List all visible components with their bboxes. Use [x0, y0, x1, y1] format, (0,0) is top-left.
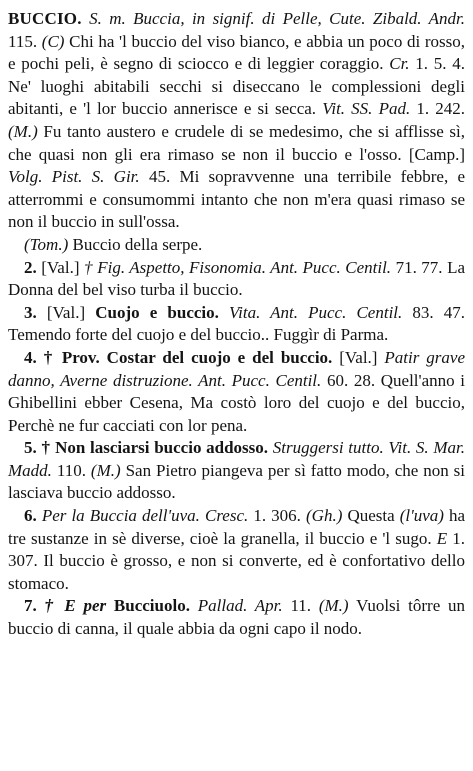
gloss: Vita. Ant. Pucc. Centil.: [229, 302, 403, 322]
sense-7: [8, 595, 465, 640]
source-num: 83. 47.: [412, 302, 466, 322]
sense-number: 5.: [24, 438, 37, 458]
quote-text: Vuolsi tôrre un buccio di canna, il quale abbia da ogni capo il nodo.: [8, 596, 466, 639]
phrase: Cuojo e buccio.: [95, 302, 219, 322]
source-num: 1. 307.: [8, 528, 466, 571]
gloss: Struggersi tutto. Vit. S. Mar. Madd.: [8, 438, 465, 480]
sense-3: [8, 302, 465, 347]
source-tag: (M.): [318, 596, 349, 616]
sense-number: 4.: [24, 347, 37, 367]
quote-text: Questa: [347, 506, 395, 526]
quote-text: Buccio della serpe.: [72, 234, 203, 254]
source-tag: [Val.]: [339, 347, 378, 367]
quote-text: San Pietro piangeva per sì fatto modo, che non si lasciava buccio addosso.: [8, 460, 466, 503]
gloss: Buccia, in signif. di Pelle, Cute.: [133, 9, 366, 28]
source-num: 45.: [148, 167, 171, 187]
source-ref: Zibald. Andr.: [372, 9, 466, 28]
source-ref: Vit. SS. Pad.: [322, 99, 411, 119]
quote-text: Chi ha 'l buccio del viso bianco, e abbia un poco di rosso, e pochi peli, è segno di sciocco e di leggier coraggio.: [8, 31, 466, 74]
grammar-label: S. m.: [89, 9, 126, 28]
source-num: 1. 5. 4.: [415, 54, 466, 74]
source-tag: (M.): [90, 460, 121, 480]
quote-text: La Donna del bel viso turba il buccio.: [8, 257, 465, 300]
quote-text: Quell'anno i Ghibellini ebber Cesena, Ma costò loro del cuojo e del buccio, Perchè ne fur cacciati con lor pena.: [8, 370, 465, 435]
source-ref: Volg. Pist. S. Gir.: [8, 167, 140, 187]
phrase: † Non lasciarsi buccio addosso.: [41, 438, 269, 458]
inline-note: (l'uva): [399, 506, 444, 526]
sense-number: 2.: [24, 257, 37, 277]
source-num: 60. 28.: [326, 370, 376, 390]
gloss: Patir grave danno, Averne distruzione. Ant. Pucc. Centil.: [8, 347, 465, 390]
source-num: 71. 77.: [395, 257, 443, 277]
headword: BUCCIO.: [8, 9, 82, 28]
source-num: 1. 242.: [416, 99, 466, 119]
entry-buccio: [8, 8, 465, 234]
gloss: Pallad. Apr.: [197, 596, 283, 616]
quote-text: Ne' luoghi abitabili secchi si diseccano le complessioni degli abitanti, e 'l lor buccio annerisce e si secca.: [8, 76, 465, 119]
source-tag: (Gh.): [306, 506, 343, 526]
sense-number: 3.: [24, 302, 37, 322]
source-tag: [Val.]: [41, 257, 80, 277]
source-tag: [Camp.]: [408, 144, 465, 164]
source-tag: (Tom.): [24, 234, 69, 254]
phrase: Bucciuolo.: [113, 596, 190, 616]
quote-text: Il buccio è grosso, e non si converte, ed è confortativo dello stomaco.: [8, 551, 466, 593]
source-tag: (M.): [8, 121, 38, 141]
quote-text: ha tre sustanze in sè diverse, cioè la granella, il buccio e 'l sugo.: [8, 506, 466, 548]
quote-text: Mi sopravvenne una terribile febbre, e atterrommi e consumommi intanto che non m'era quasi rimaso se non il buccio in sull'ossa.: [8, 167, 466, 232]
sense-6: [8, 505, 465, 595]
quote-text: Fu tanto austero e crudele di se medesimo, che si afflisse sì, che quasi non gli era rimaso se non il buccio e l'osso.: [8, 121, 465, 164]
quote-text: Temendo forte del cuojo e del buccio.. Fuggìr di Parma.: [8, 325, 389, 345]
sense-5: [8, 437, 465, 505]
sense-number: 6.: [24, 506, 37, 526]
phrase: † Prov. Costar del cuojo e del buccio.: [43, 347, 333, 367]
sense-2: [8, 257, 465, 302]
source-tag: [Val.]: [46, 302, 86, 322]
source-ref: Cr.: [389, 54, 410, 74]
sense-number: 7.: [24, 596, 37, 616]
source-num: 115.: [8, 31, 38, 51]
source-num: 11.: [290, 596, 312, 616]
phrase-prefix: † E per: [44, 596, 107, 616]
gloss: † Fig. Aspetto, Fisonomia. Ant. Pucc. Centil.: [83, 257, 392, 277]
source-num: 1. 306.: [253, 506, 301, 526]
source-ref: E: [436, 528, 448, 548]
source-num: 110.: [56, 460, 86, 480]
entry-tom: [8, 234, 465, 257]
gloss: Per la Buccia dell'uva. Cresc.: [41, 506, 249, 526]
sense-4: [8, 347, 465, 437]
source-tag: (C): [41, 31, 65, 51]
